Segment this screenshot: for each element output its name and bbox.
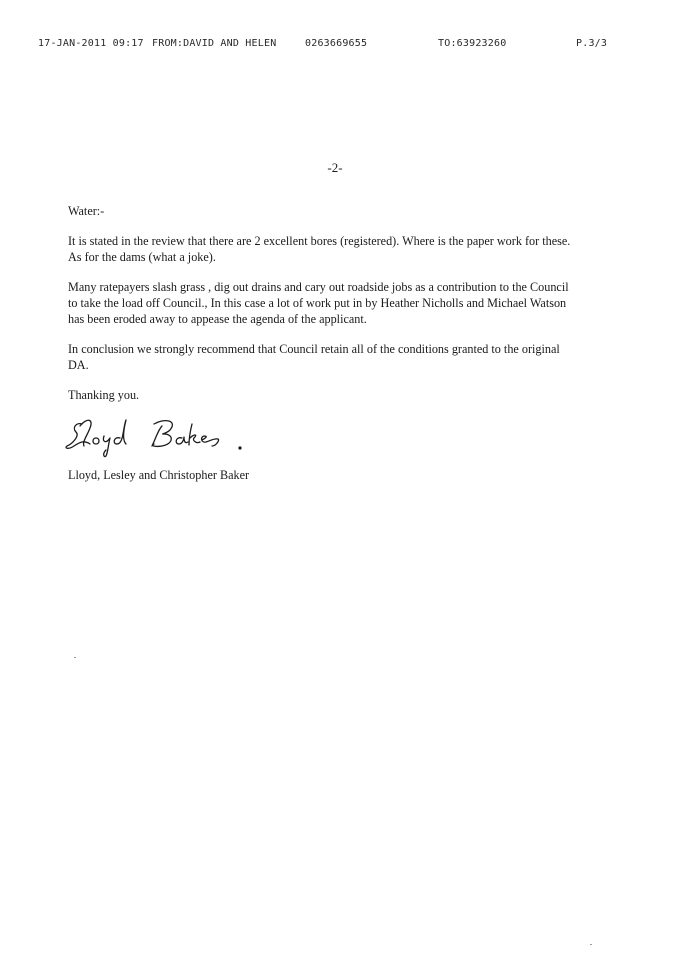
fax-to: TO:63923260 bbox=[438, 38, 507, 49]
paragraph-conclusion bbox=[68, 341, 608, 373]
fax-datetime: 17-JAN-2011 09:17 bbox=[38, 38, 144, 49]
fax-page: P.3/3 bbox=[576, 38, 608, 49]
fax-from: FROM:DAVID AND HELEN bbox=[152, 38, 277, 49]
paragraph-bores bbox=[68, 233, 608, 265]
page-number: -2- bbox=[327, 160, 343, 175]
letter-body bbox=[68, 203, 608, 403]
closing-line: Thanking you. bbox=[68, 388, 140, 402]
paragraph-line: In conclusion we strongly recommend that Council retain all of the conditions granted to the original bbox=[68, 342, 560, 356]
paragraph-line: Many ratepayers slash grass , dig out drains and cary out roadside jobs as a contribution to the Council bbox=[68, 280, 569, 294]
paragraph-line: to take the load off Council., In this case a lot of work put in by Heather Nicholls and Michael Watson bbox=[68, 296, 567, 310]
paragraph-line: has been eroded away to appease the agenda of the applicant. bbox=[68, 312, 367, 326]
signers-names: Lloyd, Lesley and Christopher Baker bbox=[68, 468, 250, 482]
section-heading: Water:- bbox=[68, 204, 105, 218]
scan-speck bbox=[590, 944, 592, 945]
paragraph-line: It is stated in the review that there are 2 excellent bores (registered). Where is the paper work for these. bbox=[68, 234, 571, 248]
fax-phone: 0263669655 bbox=[305, 38, 368, 49]
fax-header bbox=[0, 38, 676, 54]
paragraph-ratepayers bbox=[68, 279, 608, 327]
paragraph-line: As for the dams (what a joke). bbox=[68, 250, 216, 264]
paragraph-line: DA. bbox=[68, 358, 89, 372]
scan-speck bbox=[74, 657, 76, 658]
handwritten-signature bbox=[62, 410, 252, 460]
